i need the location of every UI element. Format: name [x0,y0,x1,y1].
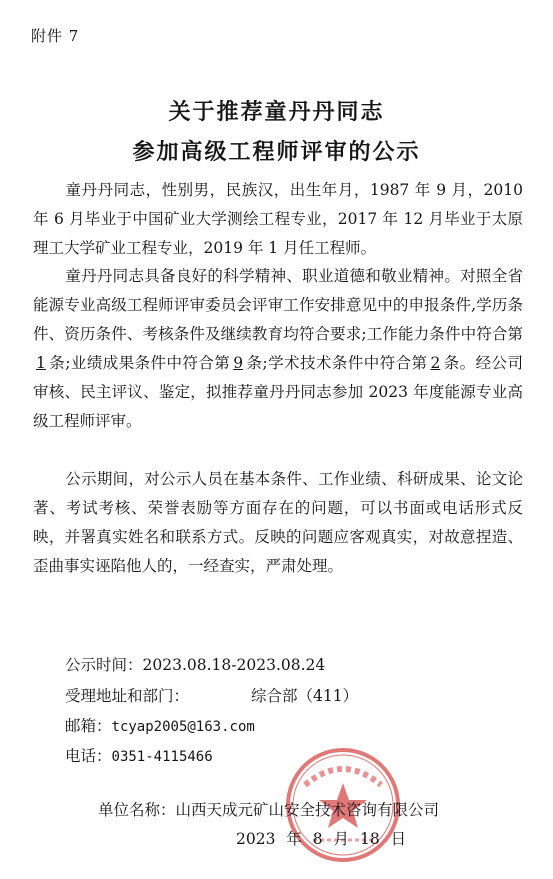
paragraph-3-text: 公示期间，对公示人员在基本条件、工作业绩、科研成果、论文论著、考试考核、荣誉表励等方面存在的问题，可以书面或电话形式反映，并署真实姓名和联系方式。反映的问题应客观真实，对故意捏造、歪曲事实诬陷他人的，一经查实，严肃处理。 [33,470,523,575]
title-line-1: 关于推荐童丹丹同志 [168,99,385,125]
attachment-label: 附件 7 [31,27,80,45]
paragraph-2-text-c: 条;学术技术条件中符合第 [246,354,428,372]
title-line-2: 参加高级工程师评审的公示 [132,139,421,165]
phone-label: 电话： [65,747,112,765]
paragraph-personal-info [33,176,523,263]
paragraph-2-text-d: 条。经公司审核、民主评议、鉴定，拟推荐童丹丹同志参加 2023 年度能源专业高级工程师评审。 [33,354,523,430]
issuing-unit: 单位名称：山西天成元矿山安全技术咨询有限公司 [98,801,440,819]
paragraph-publicity-notice [33,465,523,581]
paragraph-2-text-b: 条;业绩成果条件中符合第 [48,354,231,372]
paragraph-1-text: 童丹丹同志，性别男，民族汉，出生年月，1987 年 9 月，2010 年 6 月毕业于中国矿业大学测绘工程专业，2017 年 12 月毕业于太原理工大学矿业工程专业，2019 年 1 月任工程师。 [33,181,523,257]
issue-date: 2023 年 8 月 18 日 [236,830,407,848]
publicity-time-label: 公示时间： [65,656,143,674]
paragraph-2-text-a: 童丹丹同志具备良好的科学精神、职业道德和敬业精神。对照全省能源专业高级工程师评审委员会评审工作安排意见中的申报条件,学历条件、资历条件、考核条件及继续教育均符合要求;工作能力条件中符合第 [33,267,523,343]
email-line [65,714,255,736]
publicity-time-value: 2023.08.18-2023.08.24 [142,656,326,674]
phone-line [65,744,213,766]
publicity-time-line [65,653,325,675]
address-line [65,684,358,706]
phone-value: 0351-4115466 [111,749,213,765]
condition-number-3: 2 [430,354,441,372]
address-value: 综合部（411） [251,687,359,705]
condition-number-1: 1 [36,354,46,372]
paragraph-qualifications [33,262,523,436]
condition-number-2: 9 [233,354,244,372]
address-label: 受理地址和部门： [65,687,190,705]
email-value: tcyap2005@163.com [111,719,255,735]
email-label: 邮箱： [65,717,112,735]
